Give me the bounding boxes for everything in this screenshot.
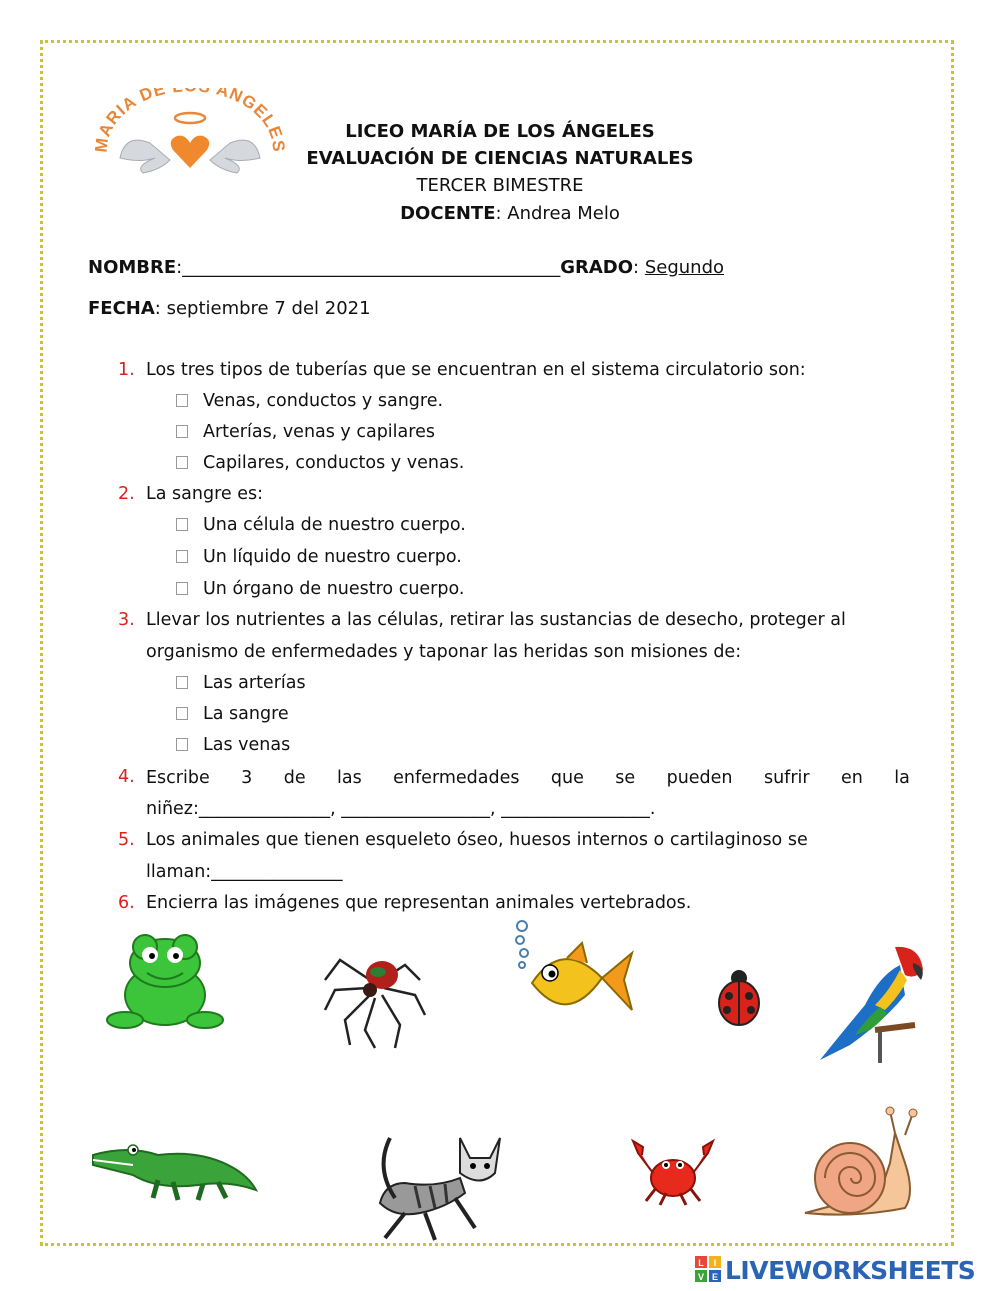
checkbox-icon[interactable] bbox=[176, 425, 188, 438]
question-4-answer-blanks[interactable]: niñez:_______________, _________________, _________________. bbox=[146, 799, 656, 819]
word: la bbox=[894, 768, 910, 788]
grade-sep: : bbox=[633, 257, 645, 278]
question-number: 3. bbox=[118, 610, 135, 630]
checkbox-icon[interactable] bbox=[176, 707, 188, 720]
q2-option-3[interactable] bbox=[176, 574, 464, 605]
question-1 bbox=[118, 355, 806, 386]
question-text: Los animales que tienen esqueleto óseo, huesos internos o cartilaginoso se bbox=[146, 830, 808, 850]
badge-letter: E bbox=[711, 1272, 719, 1282]
teacher-label: DOCENTE bbox=[400, 203, 496, 224]
ladybug-image[interactable] bbox=[712, 968, 767, 1032]
word: 3 bbox=[241, 768, 253, 788]
option-text: Una célula de nuestro cuerpo. bbox=[203, 515, 466, 535]
option-text: Las venas bbox=[203, 735, 291, 755]
option-text: Un órgano de nuestro cuerpo. bbox=[203, 579, 465, 599]
option-text: La sangre bbox=[203, 704, 289, 724]
q3-option-3[interactable] bbox=[176, 730, 290, 761]
question-4-text bbox=[146, 768, 910, 788]
fish-image[interactable] bbox=[512, 918, 637, 1037]
q3-option-1[interactable] bbox=[176, 668, 306, 699]
name-blank[interactable]: :__________________________________________ bbox=[176, 257, 561, 278]
snail-image[interactable] bbox=[795, 1103, 920, 1232]
word: pueden bbox=[666, 768, 733, 788]
word: sufrir bbox=[763, 768, 810, 788]
q1-option-1[interactable] bbox=[176, 386, 443, 417]
word: en bbox=[841, 768, 863, 788]
word: de bbox=[283, 768, 306, 788]
badge-letter: V bbox=[697, 1272, 705, 1282]
word: enfermedades bbox=[393, 768, 520, 788]
q1-option-3[interactable] bbox=[176, 448, 464, 479]
grade-label: GRADO bbox=[560, 257, 634, 278]
checkbox-icon[interactable] bbox=[176, 738, 188, 751]
question-3-line-2: organismo de enfermedades y taponar las heridas son misiones de: bbox=[146, 642, 742, 662]
badge-letter: I bbox=[713, 1258, 717, 1268]
question-text: Encierra las imágenes que representan animales vertebrados. bbox=[146, 893, 692, 913]
logo-text: ARIA DE ANGELE bbox=[95, 88, 285, 142]
option-text: Capilares, conductos y venas. bbox=[203, 453, 465, 473]
checkbox-icon[interactable] bbox=[176, 518, 188, 531]
question-4-number bbox=[118, 762, 146, 793]
question-number: 6. bbox=[118, 893, 135, 913]
question-3 bbox=[118, 605, 846, 636]
badge-letter: L bbox=[698, 1258, 704, 1268]
checkbox-icon[interactable] bbox=[176, 456, 188, 469]
question-text: Llevar los nutrientes a las células, retirar las sustancias de desecho, proteger al bbox=[146, 610, 846, 630]
q1-option-2[interactable] bbox=[176, 417, 435, 448]
cat-image[interactable] bbox=[365, 1128, 505, 1252]
name-field bbox=[88, 257, 724, 278]
question-number: 4. bbox=[118, 767, 135, 787]
option-text: Un líquido de nuestro cuerpo. bbox=[203, 547, 462, 567]
question-number: 5. bbox=[118, 830, 135, 850]
teacher-line bbox=[10, 203, 1000, 224]
brand-badge-icon bbox=[695, 1256, 721, 1284]
date-label: FECHA bbox=[88, 298, 155, 319]
word: las bbox=[337, 768, 362, 788]
option-text: Arterías, venas y capilares bbox=[203, 422, 435, 442]
grade-value: Segundo bbox=[644, 257, 725, 278]
name-label: NOMBRE bbox=[88, 257, 177, 278]
brand-text: LIVEWORKSHEETS bbox=[725, 1255, 976, 1285]
question-text: Los tres tipos de tuberías que se encuentran en el sistema circulatorio son: bbox=[146, 360, 806, 380]
word: se bbox=[615, 768, 636, 788]
question-number: 2. bbox=[118, 484, 135, 504]
spider-image[interactable] bbox=[320, 950, 430, 1054]
question-number: 1. bbox=[118, 360, 135, 380]
question-5-answer-blank[interactable]: llaman:_______________ bbox=[146, 862, 343, 882]
q3-option-2[interactable] bbox=[176, 699, 289, 730]
crab-image[interactable] bbox=[628, 1133, 718, 1212]
liveworksheets-logo bbox=[695, 1255, 995, 1285]
option-text: Las arterías bbox=[203, 673, 306, 693]
frog-image[interactable] bbox=[105, 925, 225, 1039]
exam-title: EVALUACIÓN DE CIENCIAS NATURALES bbox=[306, 148, 694, 169]
checkbox-icon[interactable] bbox=[176, 394, 188, 407]
date-value: : septiembre 7 del 2021 bbox=[154, 298, 371, 319]
checkbox-icon[interactable] bbox=[176, 550, 188, 563]
option-text: Venas, conductos y sangre. bbox=[203, 391, 444, 411]
teacher-name: : Andrea Melo bbox=[495, 203, 620, 224]
checkbox-icon[interactable] bbox=[176, 676, 188, 689]
word: que bbox=[550, 768, 584, 788]
question-5 bbox=[118, 825, 808, 856]
term: TERCER BIMESTRE bbox=[416, 175, 584, 196]
word: Escribe bbox=[146, 768, 210, 788]
question-2 bbox=[118, 479, 263, 510]
question-text: La sangre es: bbox=[146, 484, 263, 504]
q2-option-1[interactable] bbox=[176, 510, 466, 541]
school-name: LICEO MARÍA DE LOS ÁNGELES bbox=[345, 121, 655, 142]
parrot-image[interactable] bbox=[815, 935, 930, 1069]
date-field bbox=[88, 298, 371, 319]
checkbox-icon[interactable] bbox=[176, 582, 188, 595]
crocodile-image[interactable] bbox=[88, 1130, 258, 1209]
q2-option-2[interactable] bbox=[176, 542, 462, 573]
question-6 bbox=[118, 888, 691, 919]
